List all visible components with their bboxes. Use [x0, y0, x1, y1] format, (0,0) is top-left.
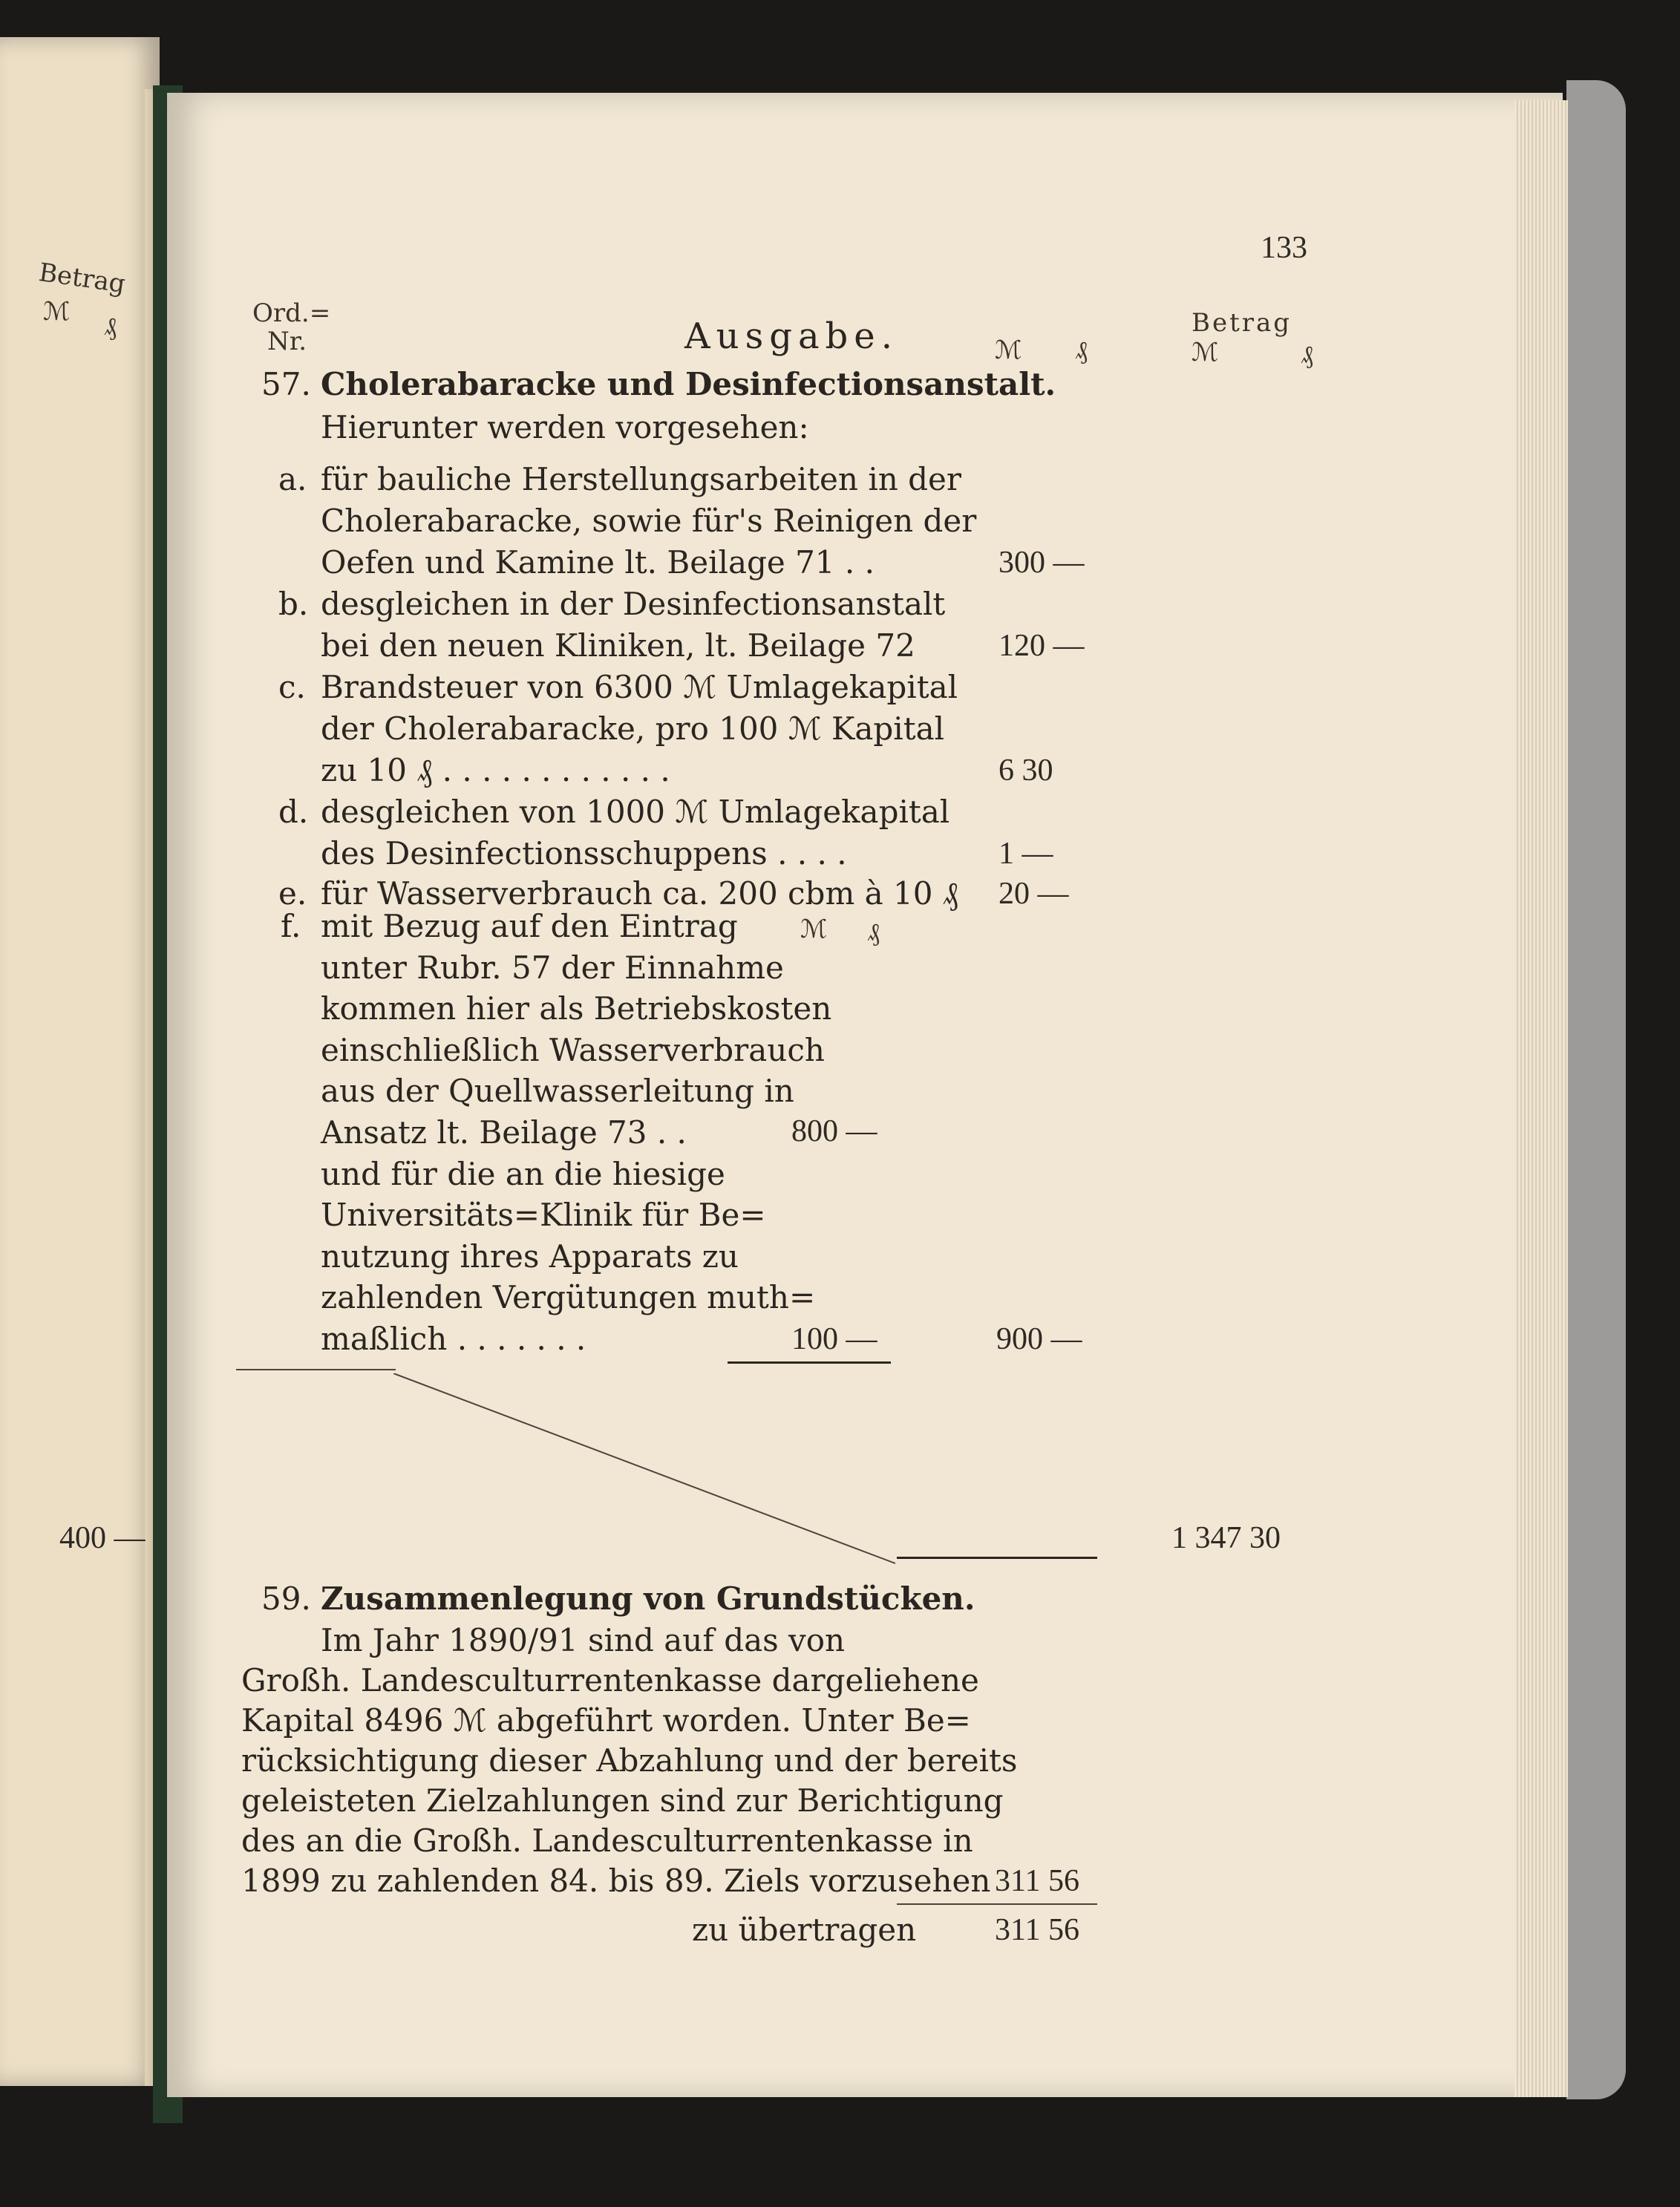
- item-line: desgleichen in der Desinfectionsanstalt: [321, 586, 946, 622]
- diagonal-connector: [393, 1373, 898, 1566]
- item-f-amount: 900 —: [996, 1322, 1082, 1356]
- item-amount: 1 —: [998, 837, 1053, 871]
- item-f-subtotal-rule: [728, 1361, 891, 1364]
- section-59-line: 1899 zu zahlenden 84. bis 89. Ziels vorzusehen: [241, 1863, 991, 1899]
- betrag-currency-mark: ℳ: [1192, 338, 1219, 367]
- carry-label: zu übertragen: [692, 1912, 917, 1948]
- separator-rule: [236, 1369, 396, 1370]
- back-cover-board: [1566, 80, 1626, 2099]
- item-line: desgleichen von 1000 ℳ Umlagekapital: [321, 794, 950, 830]
- item-f-line: Universitäts=Klinik für Be=: [321, 1197, 766, 1234]
- item-line: Cholerabaracke, sowie für's Reinigen der: [321, 503, 977, 539]
- section-59-line: Großh. Landesculturrentenkasse dargeliehene: [241, 1662, 979, 1698]
- item-label: d.: [278, 794, 309, 830]
- item-f-line: unter Rubr. 57 der Einnahme: [321, 949, 784, 986]
- item-f-line: kommen hier als Betriebskosten: [321, 990, 832, 1027]
- section-57-total-rule: [897, 1557, 1097, 1559]
- left-betrag-header: Betrag: [36, 258, 128, 299]
- section-57-title: Cholerabaracke und Desinfectionsanstalt.: [321, 366, 1056, 402]
- carry-amount: 311 56: [995, 1913, 1079, 1947]
- item-f-line: einschließlich Wasserverbrauch: [321, 1031, 825, 1068]
- item-line: der Cholerabaracke, pro 100 ℳ Kapital: [321, 710, 945, 747]
- item-line: Oefen und Kamine lt. Beilage 71 . .: [321, 544, 875, 581]
- item-f-label: f.: [281, 908, 301, 944]
- col-currency-mark: ℳ: [995, 336, 1022, 365]
- section-59-underline: [897, 1903, 1097, 1905]
- section-59-line: geleisteten Zielzahlungen sind zur Berichtigung: [241, 1782, 1004, 1819]
- item-amount: 6 30: [998, 753, 1053, 788]
- section-59-line: des an die Großh. Landesculturrentenkasse in: [241, 1822, 973, 1859]
- betrag-currency-pf: ₰: [1301, 340, 1313, 370]
- section-59-line: Im Jahr 1890/91 sind auf das von: [321, 1622, 846, 1658]
- item-f-line: nutzung ihres Apparats zu: [321, 1237, 739, 1275]
- page-number: 133: [1261, 231, 1307, 265]
- item-line: bei den neuen Kliniken, lt. Beilage 72: [321, 627, 915, 664]
- section-59-title: Zusammenlegung von Grundstücken.: [321, 1580, 975, 1617]
- item-label: b.: [278, 586, 309, 622]
- item-amount: 300 —: [998, 546, 1085, 580]
- col-currency-pf: ₰: [1075, 336, 1088, 365]
- item-f-line: zahlenden Vergütungen muth=: [321, 1279, 816, 1316]
- item-f-line: aus der Quellwasserleitung in: [321, 1073, 794, 1110]
- item-f-line: Ansatz lt. Beilage 73 . .: [321, 1114, 687, 1151]
- left-page: [0, 37, 160, 2086]
- item-f-currency-mark: ℳ: [800, 915, 828, 944]
- item-f-line: maßlich . . . . . . .: [321, 1321, 586, 1357]
- item-line: für bauliche Herstellungsarbeiten in der: [321, 461, 961, 497]
- section-59-line: rücksichtigung dieser Abzahlung und der bereits: [241, 1742, 1018, 1779]
- section-57-number: 57.: [261, 366, 311, 402]
- page-edge-stack: [1514, 100, 1568, 2097]
- item-amount: 120 —: [998, 629, 1085, 663]
- section-57-total: 1 347 30: [1171, 1521, 1281, 1555]
- item-f-currency-pf: ₰: [867, 918, 880, 947]
- item-amount: 20 —: [998, 877, 1069, 911]
- left-currency-mark: ℳ: [43, 297, 71, 327]
- nr-label: Nr.: [267, 327, 307, 356]
- item-f-line: mit Bezug auf den Eintrag: [321, 908, 738, 944]
- left-total: 400 —: [59, 1521, 146, 1555]
- section-59-line: Kapital 8496 ℳ abgeführt worden. Unter Be=: [241, 1702, 971, 1739]
- section-59-amount: 311 56: [995, 1864, 1079, 1898]
- item-label: c.: [278, 669, 306, 705]
- section-57-intro: Hierunter werden vorgesehen:: [321, 409, 809, 445]
- item-f-line: und für die an die hiesige: [321, 1155, 725, 1192]
- item-line: des Desinfectionsschuppens . . . .: [321, 835, 847, 872]
- item-line: für Wasserverbrauch ca. 200 cbm à 10 ₰: [321, 875, 958, 912]
- ord-label: Ord.=: [252, 298, 331, 328]
- section-59-number: 59.: [261, 1580, 311, 1617]
- betrag-header: Betrag: [1192, 308, 1292, 338]
- section-title: Ausgabe.: [684, 315, 898, 357]
- item-f-sub-amount-2: 100 —: [791, 1322, 877, 1356]
- item-line: zu 10 ₰ . . . . . . . . . . . .: [321, 752, 670, 788]
- item-f-sub-amount-1: 800 —: [791, 1114, 877, 1148]
- item-label: a.: [278, 461, 307, 497]
- left-currency-pf: ₰: [104, 312, 117, 341]
- item-line: Brandsteuer von 6300 ℳ Umlagekapital: [321, 669, 958, 705]
- item-label: e.: [278, 875, 307, 912]
